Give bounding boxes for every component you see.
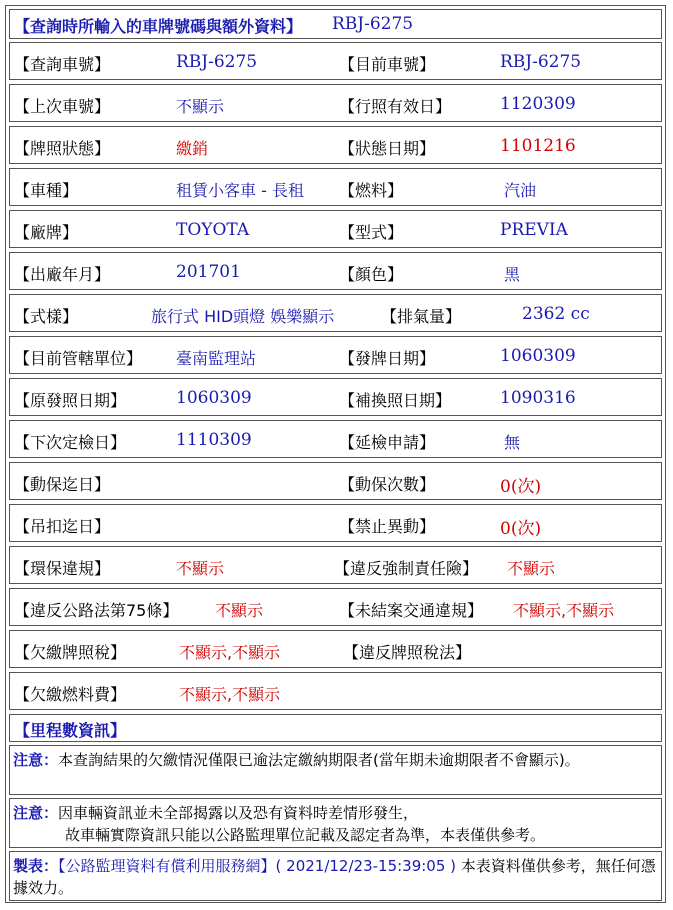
- mileage-row: [9, 714, 662, 742]
- header-title: 【查詢時所輸入的車牌號碼與額外資料】: [14, 17, 303, 36]
- row-inspection: [9, 420, 662, 458]
- label-extension-request: 【延檢申請】: [339, 433, 436, 452]
- note1-body: 本查詢結果的欠繳情況僅限已逾法定繳納期限者(當年期未逾期限者不會顯示)。: [58, 751, 580, 769]
- label-env-violation: 【環保違規】: [14, 559, 111, 578]
- value-manufacture-date: 201701: [176, 262, 241, 282]
- label-query-plate: 【查詢車號】: [14, 55, 111, 74]
- label-displacement: 【排氣量】: [381, 307, 462, 326]
- note2-row: [9, 798, 662, 848]
- value-fuel: 汽油: [504, 181, 537, 200]
- label-plate-tax-law: 【違反牌照稅法】: [343, 643, 472, 662]
- label-status-date: 【狀態日期】: [339, 139, 436, 158]
- value-plate-status: 繳銷: [176, 139, 209, 158]
- value-plate-tax-due: 不顯示,不顯示: [179, 643, 281, 662]
- value-collateral-count: 0(次): [500, 477, 542, 497]
- value-style: 旅行式 HID頭燈 娛樂顯示: [151, 307, 335, 326]
- label-collateral-end: 【動保迄日】: [14, 475, 111, 494]
- label-color: 【顏色】: [339, 265, 404, 284]
- note2-text: [13, 802, 658, 846]
- row-collateral: [9, 462, 662, 500]
- label-plate-status: 【牌照狀態】: [14, 139, 111, 158]
- row-original-issue: [9, 378, 662, 416]
- label-highway-law: 【違反公路法第75條】: [14, 601, 179, 620]
- footer-timestamp: ( 2021/12/23-15:39:05 ): [275, 857, 457, 875]
- footer-source: 【公路監理資料有償利用服務網】: [58, 857, 276, 875]
- value-next-inspection: 1110309: [176, 430, 252, 450]
- value-traffic-violation: 不顯示,不顯示: [513, 601, 615, 620]
- value-insurance-violation: 不顯示: [507, 559, 556, 578]
- value-displacement: 2362 cc: [522, 304, 590, 324]
- label-prev-plate: 【上次車號】: [14, 97, 111, 116]
- value-query-plate: RBJ-6275: [176, 52, 258, 72]
- row-prev-plate: [9, 84, 662, 122]
- value-license-valid: 1120309: [500, 94, 576, 114]
- value-brand: TOYOTA: [176, 220, 250, 240]
- vehicle-info-table: [5, 5, 666, 903]
- row-plate-status: [9, 126, 662, 164]
- value-model: PREVIA: [500, 220, 568, 240]
- value-status-date: 1101216: [500, 136, 576, 156]
- label-plate-tax-due: 【欠繳牌照稅】: [14, 643, 127, 662]
- label-issue-date: 【發牌日期】: [339, 349, 436, 368]
- value-jurisdiction: 臺南監理站: [176, 349, 257, 368]
- label-model: 【型式】: [339, 223, 404, 242]
- value-issue-date: 1060309: [500, 346, 576, 366]
- row-plate: [9, 42, 662, 80]
- label-fuel: 【燃料】: [339, 181, 404, 200]
- mileage-title: 【里程數資訊】: [14, 721, 127, 740]
- note1-label: 注意：: [13, 751, 59, 769]
- value-current-plate: RBJ-6275: [500, 52, 582, 72]
- value-color: 黑: [504, 265, 521, 284]
- label-transfer-ban: 【禁止異動】: [339, 517, 436, 536]
- value-env-violation: 不顯示: [176, 559, 225, 578]
- label-current-plate: 【目前車號】: [339, 55, 436, 74]
- value-prev-plate: 不顯示: [176, 97, 225, 116]
- label-reissue-date: 【補換照日期】: [339, 391, 452, 410]
- note2-line1: 因車輛資訊並未全部揭露以及恐有資料時差情形發生，: [58, 804, 419, 822]
- value-fuel-fee-due: 不顯示,不顯示: [179, 685, 281, 704]
- footer-row: [9, 851, 662, 901]
- value-reissue-date: 1090316: [500, 388, 576, 408]
- value-vehicle-type: 租賃小客車 - 長租: [176, 181, 304, 200]
- row-fuel-fee: [9, 672, 662, 710]
- footer-text: [13, 855, 658, 899]
- label-next-inspection: 【下次定檢日】: [14, 433, 127, 452]
- row-jurisdiction: [9, 336, 662, 374]
- label-traffic-violation: 【未結案交通違規】: [339, 601, 484, 620]
- label-fuel-fee-due: 【欠繳燃料費】: [14, 685, 127, 704]
- row-vehicle-type: [9, 168, 662, 206]
- row-brand: [9, 210, 662, 248]
- value-highway-law: 不顯示: [215, 601, 264, 620]
- label-brand: 【廠牌】: [14, 223, 79, 242]
- value-extension-request: 無: [504, 433, 521, 452]
- row-suspension: [9, 504, 662, 542]
- row-highway-law: [9, 588, 662, 626]
- note1-row: [9, 745, 662, 795]
- row-plate-tax: [9, 630, 662, 668]
- label-jurisdiction: 【目前管轄單位】: [14, 349, 143, 368]
- label-suspension-end: 【吊扣迄日】: [14, 517, 111, 536]
- label-collateral-count: 【動保次數】: [339, 475, 436, 494]
- label-manufacture-date: 【出廠年月】: [14, 265, 111, 284]
- value-original-issue: 1060309: [176, 388, 252, 408]
- label-style: 【式樣】: [14, 307, 79, 326]
- label-license-valid: 【行照有效日】: [339, 97, 452, 116]
- footer-disclaimer: 本表資料僅供參考，無任何憑據效力。: [13, 857, 656, 897]
- note2-label: 注意：: [13, 804, 59, 822]
- row-style: [9, 294, 662, 332]
- label-vehicle-type: 【車種】: [14, 181, 79, 200]
- row-manufacture: [9, 252, 662, 290]
- label-original-issue: 【原發照日期】: [14, 391, 127, 410]
- note1-text: [13, 749, 658, 771]
- label-insurance-violation: 【違反強制責任險】: [334, 559, 479, 578]
- note2-line2: 故車輛實際資訊只能以公路監理單位記載及認定者為準，本表僅供參考。: [65, 826, 546, 844]
- footer-label: 製表：: [13, 857, 59, 875]
- header-row: [9, 9, 662, 39]
- row-environment: [9, 546, 662, 584]
- header-plate: RBJ-6275: [332, 14, 414, 34]
- value-transfer-ban: 0(次): [500, 519, 542, 539]
